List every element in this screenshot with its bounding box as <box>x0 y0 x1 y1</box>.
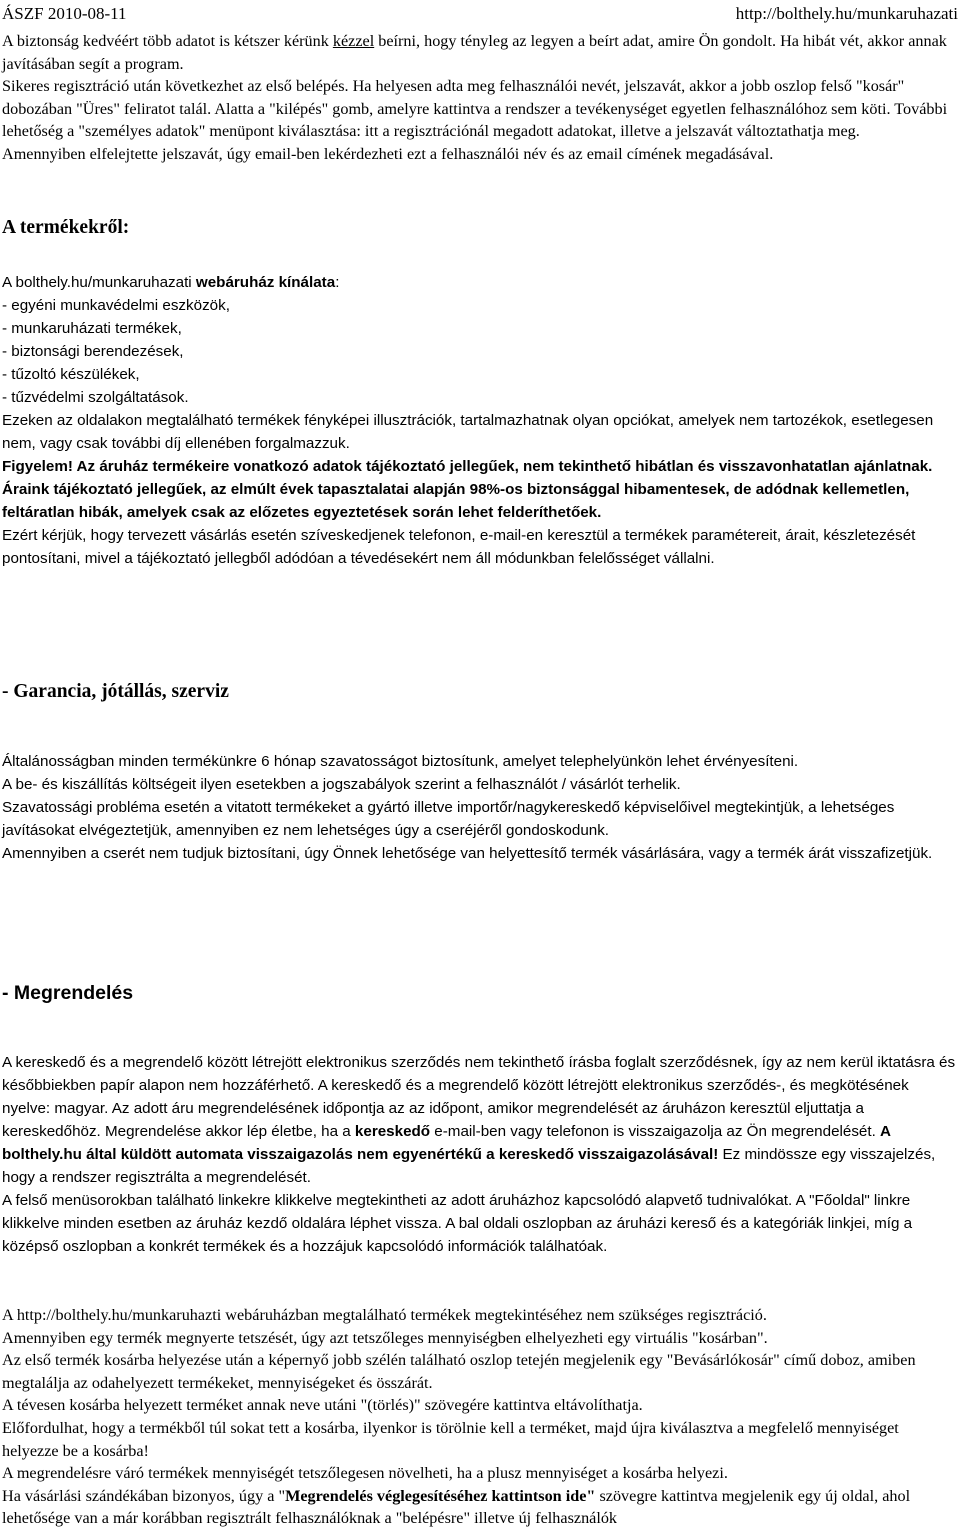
offer-line: A bolthely.hu/munkaruhazati webáruház kínálata: <box>2 274 340 291</box>
warranty-paragraph-3: Szavatossági probléma esetén a vitatott termékeket a gyártó illetve importőr/nagykereskedő képviselőivel megtekintjük, a lehetséges javításokat elvégeztetjük, amennyiben ez nem lehetséges úgy a cseréjéről gondoskodunk. <box>2 799 895 839</box>
offer-list <box>2 294 957 409</box>
ordering-paragraph-1: A kereskedő és a megrendelő között létrejött elektronikus szerződés nem tekinthető írásba foglalt szerződésnek, így az nem kerül iktatásra és későbbiekben papír alapon nem hozzáférhető. A kereskedő és a megrendelő között létrejött elektronikus szerződés-, és megkötésének nyelve: magyar. Az adott áru megrendelésének időpontja az az időpont, amikor megrendelését az áruházon keresztül eljuttatja a kereskedőhöz. Megrendelése akkor lép életbe, ha a kereskedő e-mail-ben vagy telefonon is visszaigazolja az Ön megrendelését. A bolthely.hu által küldött automata visszaigazolás nem egyenértékű a kereskedő visszaigazolásával! Ez mindössze egy visszajelzés, hogy a rendszer regisztrálta a megrendelését. <box>2 1054 956 1186</box>
underlined-word: kézzel <box>332 32 375 50</box>
document-date: ÁSZF 2010-08-11 <box>2 4 127 23</box>
ordering-step: Előfordulhat, hogy a termékből túl sokat tett a kosárba, ilyenkor is törölnie kell a terméket, majd újra kiválasztva a megfelelő mennyiséget helyezze be a kosárba! <box>2 1418 899 1460</box>
warranty-paragraph-1: Általánosságban minden termékünkre 6 hónap szavatosságot biztosítunk, amelyet telephelyünkön lehet érvényesíteni. <box>2 753 799 770</box>
ordering-step: A tévesen kosárba helyezett terméket annak neve utáni "(törlés)" szövegére kattintva eltávolíthatja. <box>2 1396 643 1415</box>
list-item: - biztonsági berendezések, <box>2 343 184 360</box>
warranty-section <box>2 750 957 865</box>
ordering-steps <box>2 1304 957 1530</box>
warranty-paragraph-4: Amennyiben a cserét nem tudjuk biztosítani, úgy Önnek lehetősége van helyettesítő termék vásárlására, vagy a termék árát visszafizetjük. <box>2 845 933 862</box>
list-item: - tűzvédelmi szolgáltatások. <box>2 389 189 406</box>
list-item: - munkaruházati termékek, <box>2 320 182 337</box>
list-item: - egyéni munkavédelmi eszközök, <box>2 297 230 314</box>
warranty-paragraph-2: A be- és kiszállítás költségeit ilyen esetekben a jogszabályok szerint a felhasználót / vásárlót terhelik. <box>2 776 681 793</box>
ordering-paragraph-2: A felső menüsorokban található linkekre klikkelve megtekintheti az adott áruházhoz kapcsolódó alapvető tudnivalókat. A "Főoldal" linkre klikkelve minden esetben az áruház kezdő oldalára léphet vissza. A bal oldali oszlopban az áruházi kereső és a kategóriák linkjei, míg a középső oszlopban a konkrét termékek és a hozzájuk kapcsolódó információk találhatóak. <box>2 1192 913 1255</box>
header-url: http://bolthely.hu/munkaruhazati <box>735 4 958 23</box>
page-header <box>2 4 958 26</box>
prices-paragraph: Áraink tájékoztató jellegűek, az elmúlt évek tapasztalatai alapján 98%-os biztonsággal hibamentesek, de adódnak kellemetlen, feltáratlan hibák, amelyek csak az előzetes egyeztetések során lehet felderíthetőek. <box>2 481 910 521</box>
intro-paragraph-3: Amennyiben elfelejtette jelszavát, úgy email-ben lekérdezheti ezt a felhasználói név és az email címének megadásával. <box>2 144 774 163</box>
attention-paragraph: Figyelem! Az áruház termékeire vonatkozó adatok tájékoztató jellegűek, nem tekinthető hibátlan és visszavonhatatlan ajánlatnak. <box>2 458 933 475</box>
list-item: - tűzoltó készülékek, <box>2 366 140 383</box>
ordering-section <box>2 1051 957 1258</box>
ordering-step: A megrendelésre váró termékek mennyiségét tetszőlegesen növelheti, ha a plusz mennyiséget a kosárba helyezi. <box>2 1464 728 1483</box>
ordering-step: A http://bolthely.hu/munkaruhazti webáruházban megtalálható termékek megtekintéséhez nem szükséges regisztráció. <box>2 1306 767 1324</box>
products-section <box>2 271 957 570</box>
ordering-step: Ha vásárlási szándékában bizonyos, úgy a "Megrendelés véglegesítéséhez kattintson ide" szövegre kattintva megjelenik egy új oldal, ahol lehetősége van a már korábban regisztrált felhasználóknak a "belépésre" illetve új felhasználók <box>2 1486 911 1528</box>
ordering-step: Amennyiben egy termék megnyerte tetszését, úgy azt tetszőleges mennyiségben elhelyezheti egy virtuális "kosárban". <box>2 1328 768 1347</box>
request-paragraph: Ezért kérjük, hogy tervezett vásárlás esetén szíveskedjenek telefonon, e-mail-en keresztül a termékek paramétereit, árait, készletezését pontosítani, mivel a tájékoztató jellegből adódóan a tévedésekért nem áll módunkban felelősséget vállalni. <box>2 527 916 567</box>
ordering-step: Az első termék kosárba helyezése után a képernyő jobb szélén található oszlop tetején megjelenik egy "Bevásárlókosár" című doboz, amiben megtalálja az odahelyezett termékeket, mennyiségeket és összárát. <box>2 1351 916 1392</box>
intro-section <box>2 30 957 166</box>
products-heading: A termékekről: <box>2 217 130 238</box>
ordering-heading: - Megrendelés <box>2 982 134 1004</box>
intro-paragraph-1: A biztonság kedvéért több adatot is kétszer kérünk kézzel beírni, hogy tényleg az legyen a beírt adat, amire Ön gondolt. Ha hibát vét, akkor annak javításában segít a program. <box>2 32 947 73</box>
warranty-heading: - Garancia, jótállás, szerviz <box>2 681 229 702</box>
photos-paragraph: Ezeken az oldalakon megtalálható termékek fényképei illusztrációk, tartalmazhatnak olyan opciókat, amelyek nem tartozékok, esetlegesen nem, vagy csak további díj ellenében forgalmazzuk. <box>2 412 934 452</box>
intro-paragraph-2: Sikeres regisztráció után következhet az első belépés. Ha helyesen adta meg felhasználói nevét, jelszavát, akkor a jobb oszlop felső "kosár" dobozában "Üres" feliratot talál. Alatta a "kilépés" gomb, amelyre kattintva a rendszer a tevékenységet egyetlen felhasználóhoz sem köti. További lehetőség a "személyes adatok" menüpont kiválasztása: itt a regisztrációnál megadott adatokat, illetve a jelszavát változtathatja meg. <box>2 77 948 141</box>
